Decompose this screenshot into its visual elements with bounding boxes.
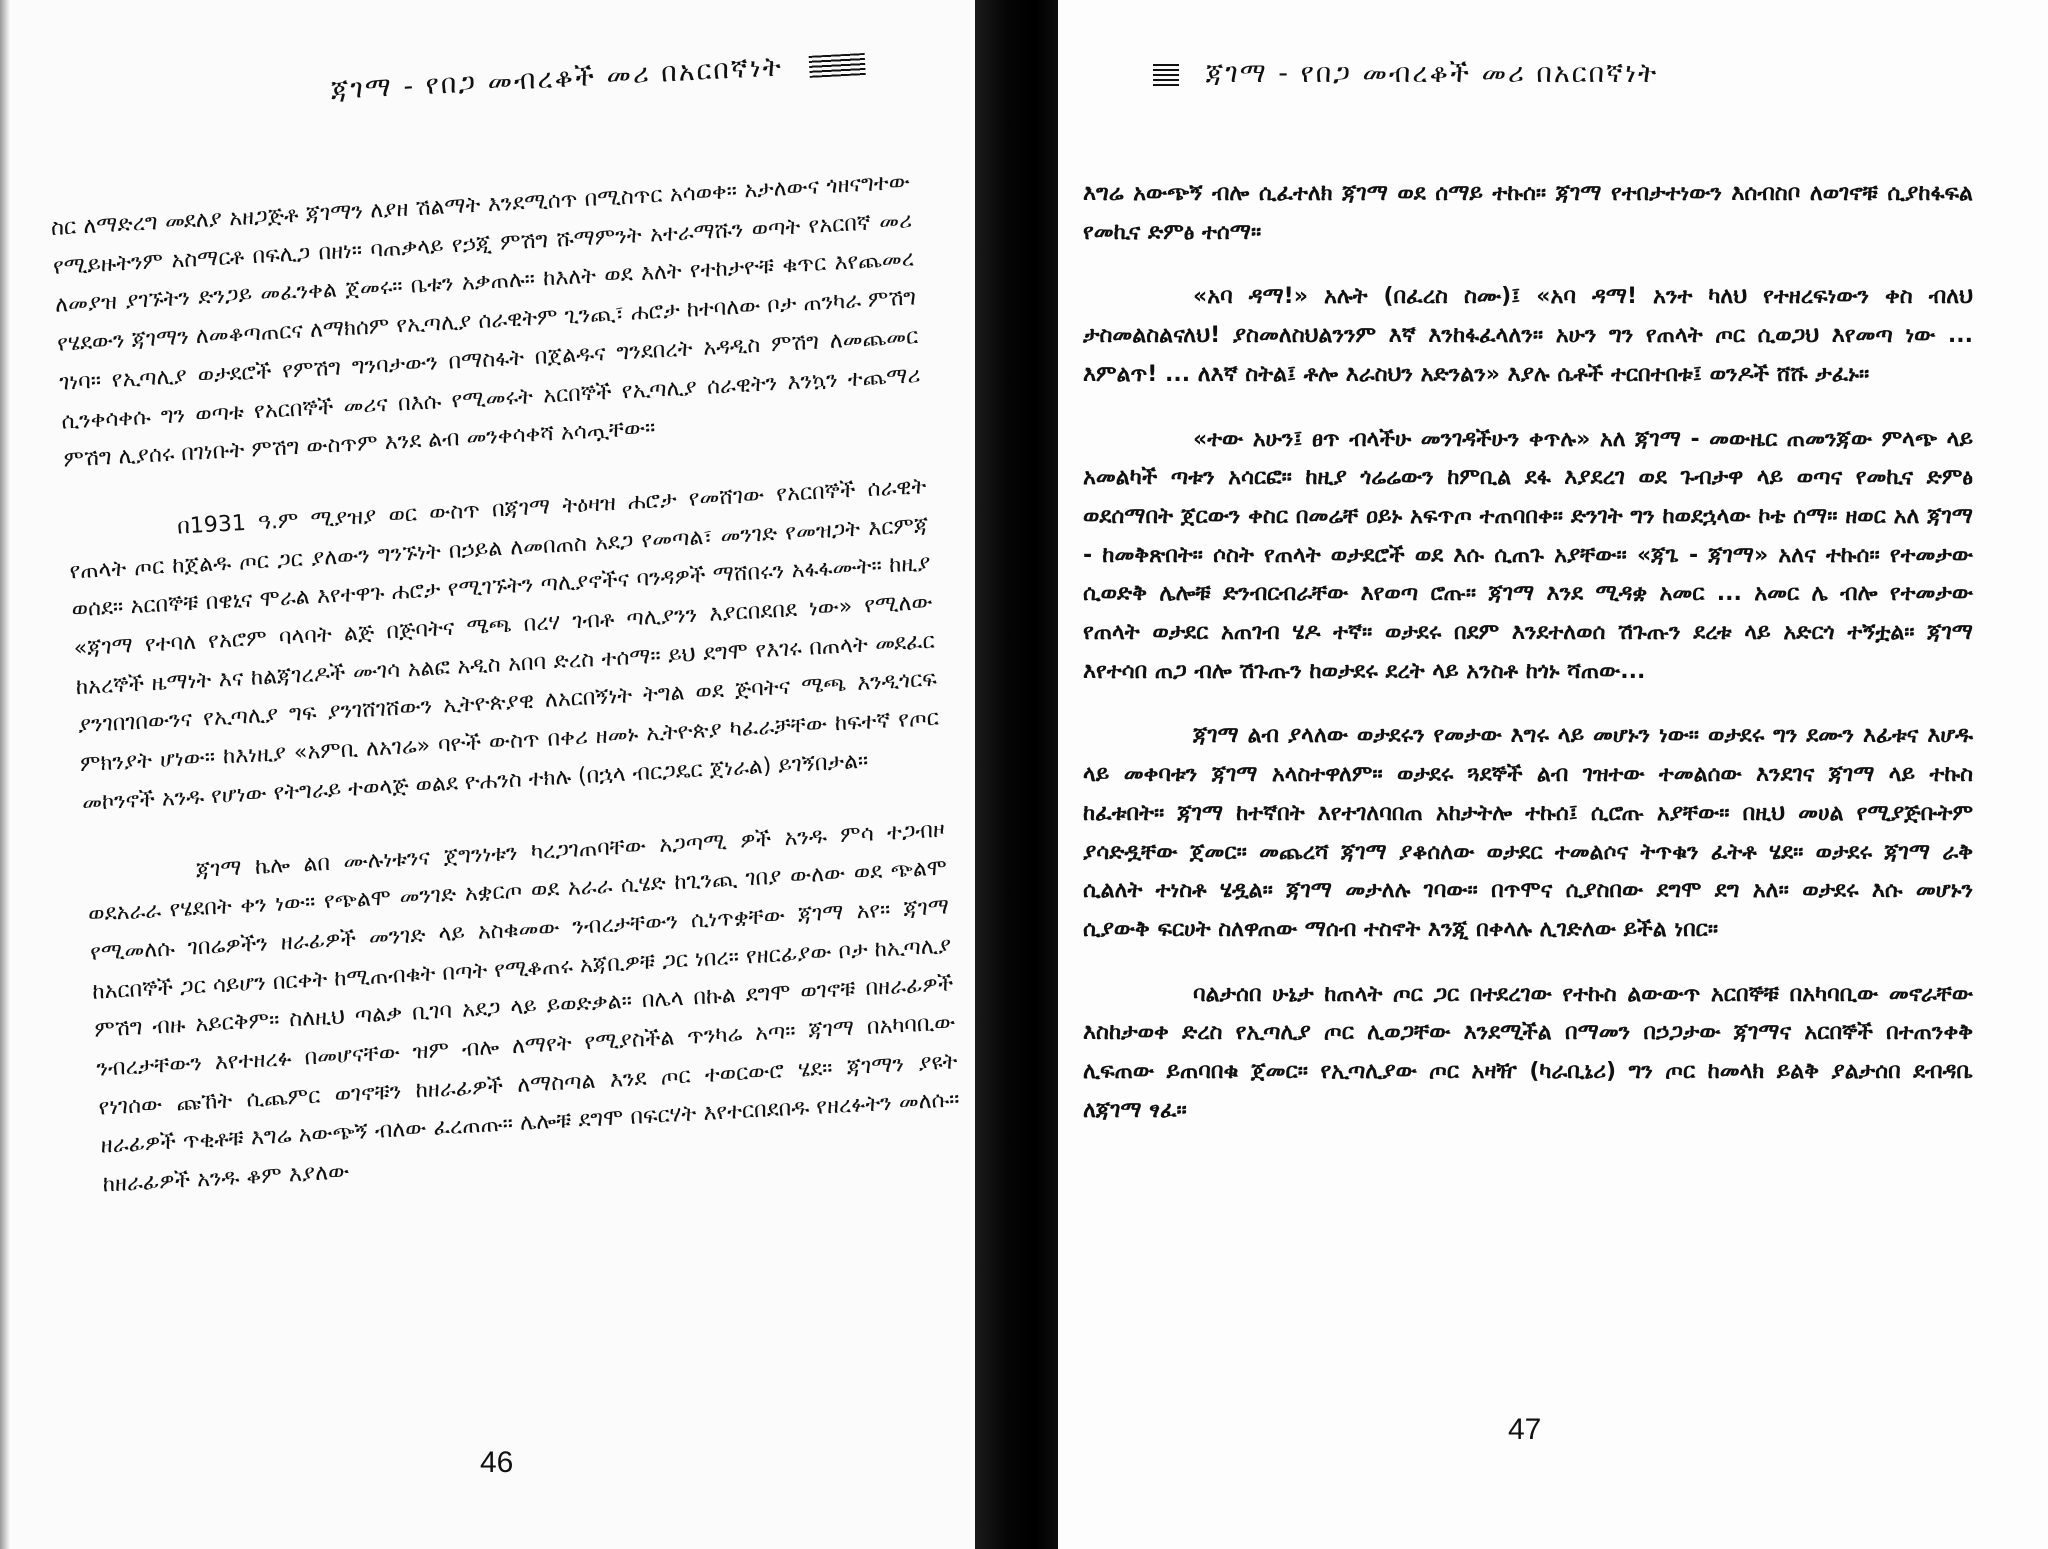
right-body-text — [1083, 175, 1973, 1156]
left-body-text — [50, 163, 964, 1239]
header-rule-lines — [809, 52, 866, 77]
right-page — [1058, 0, 2048, 1549]
paragraph: «አባ ዳማ!» አሉት (በፈረስ ስሙ)፤ «አባ ዳማ! አንተ ካለህ የተዘረፍነውን ቀስ ብለህ ታስመልስልናለህ! ያስመለስህልንንም እኛ እንከፋፈላለን። አሁን ግን የጠላት ጦር ሲወጋህ እየመጣ ነው ... እምልጥ! ... ለእኛ ስትል፤ ቶሎ እራስህን አድንልን» እያሉ ሴቶች ተርበተበቱ፤ ወንዶች ሸሹ ታፈኑ። — [1083, 284, 1973, 387]
left-page — [0, 0, 990, 1549]
paragraph: ጃገማ ኬሎ ልበ ሙሉነቱንና ጀግንነቱን ካረጋገጠባቸው አጋጣሚ ዎች አንዱ ምሳ ተጋብዞ ወደአራራ የሄደበት ቀን ነው። የጭልሞ መንገድ አቋርጦ ወደ አራራ ሲሄድ ከጊንጪ ገበያ ውለው ወደ ጭልሞ የሚመለሱ ገበሬዎችን ዘራፊዎች መንገድ ላይ አስቁመው ንብረታቸውን ሲነጥቋቸው ጃገማ አየ። ጃገማ ከአርበኞች ጋር ሳይሆን በርቀት ከሚጠብቁት በጣት የሚቆጠሩ አጃቢዎቹ ጋር ነበረ። የዘርፊያው ቦታ ከኢጣሊያ ምሽግ ብዙ አይርቅም። ስለዚህ ጣልቃ ቢገባ አደጋ ላይ ይወድቃል። በሌላ በኩል ደግሞ ወገኖቹ በዘራፊዎች ንብረታቸውን እየተዘረፉ በመሆናቸው ዝም ብሎ ለማየት የሚያስችል ጥንካሬ አጣ። ጃገማ በአካባቢው የነገሰው ጩኸት ሲጨምር ወገኖቹን ከዘራፊዎች ለማስጣል እንደ ጦር ተወርውሮ ሄደ። ጃገማን ያዩት ዘራፊዎች ጥቂቶቹ እግሬ አውጭኝ ብለው ፈረጠጡ። ሌሎቹ ደግሞ በፍርሃት እየተርበደበዱ የዘረፉትን መለሱ። ከዘራፊዎች አንዱ ቆም እያለው — [87, 817, 961, 1198]
paragraph: ባልታሰበ ሁኔታ ከጠላት ጦር ጋር በተደረገው የተኩስ ልውውጥ አርበኞቹ በአካባቢው መኖራቸው እስከታወቀ ድረስ የኢጣሊያ ጦር ሊወጋቸው እንደሚችል በማመን በኃጋታው ጃገማና አርበኞች በተጠንቀቅ ሊፍጠው ይጠባበቁ ጀመር። የኢጣሊያው ጦር አዛዥ (ካራቢኔሪ) ግን ጦር ከመላክ ይልቅ ያልታሰበ ደብዳቤ ለጃገማ ፃፈ። — [1083, 981, 1973, 1123]
header-text: ጃገማ - የበጋ መብረቆች መሪ በአርበኛነት — [1205, 58, 1659, 89]
page-number-left: 46 — [480, 1446, 514, 1479]
header-rule-lines — [1153, 64, 1179, 86]
page-number-right: 47 — [1508, 1413, 1542, 1446]
page-edge-shadow — [0, 0, 10, 1549]
running-header-right — [1153, 58, 1658, 90]
paragraph: «ተው አሁን፤ ፀጥ ብላችሁ መንገዳችሁን ቀጥሉ» አለ ጃገማ - መውዜር ጠመንጃው ምላጭ ላይ አመልካች ጣቱን አሳርፎ። ከዚያ ጎሬሬውን ከምቢል ደፋ እያደረገ ወደ ጉብታዋ ላይ ወጣና የመኪና ድምፅ ወደሰማበት ጀርውን ቀስር በመሬቸ ዐይኑ አፍጥጦ ተጠባበቀ። ድንገት ግን ከወደኋላው ኮቴ ሰማ። ዘወር አለ ጃገማ - ከመቅጽበት። ሶስት የጠላት ወታደሮች ወደ እሱ ሲጠጉ አያቸው። «ጃጌ - ጃገማ» አለና ተኩሰ። የተመታው ሲወድቅ ሌሎቹ ድንብርብራቸው እየወጣ ሮጡ። ጃገማ እንደ ሚዳቋ አመር ... አመር ሌ ብሎ የተመታው የጠላት ወታደር አጠገብ ሄዶ ተኛ። ወታደሩ በደም እንደተለወሰ ሽጉጡን ደረቱ ላይ አድርጎ ተኝቷል። ጃገማ እየተሳበ ጠጋ ብሎ ሽጉጡን ከወታደሩ ደረት ላይ አንስቶ ከጎኑ ሻጠው... — [1083, 426, 1973, 684]
running-header-left — [330, 47, 866, 107]
header-text: ጃገማ - የበጋ መብረቆች መሪ በአርበኛነት — [330, 51, 784, 106]
paragraph: ጃገማ ልብ ያላለው ወታደሩን የመታው እግሩ ላይ መሆኑን ነው። ወታደሩ ግን ደሙን እፊቱና እሆዱ ላይ መቀባቱን ጃገማ አላስተዋለም። ወታደሩ ጓደኞች ልብ ገዝተው ተመልሰው እንደገና ጃገማ ላይ ተኩስ ከፈቱበት። ጃገማ ከተኛበት እየተገለባበጠ አከታትሎ ተኩሰ፤ ሲሮጡ አያቸው። በዚህ መሀል የሚያጅቡትም ያሳድዷቸው ጀመር። መጨረሻ ጃገማ ያቆሰለው ወታደር ተመልሶና ትጥቁን ፈትቶ ሄደ። ወታደሩ ጃገማ ራቅ ሲልለት ተነስቶ ሄዷል። ጃገማ መታለሉ ገባው። በጥሞና ሲያስበው ደግሞ ደግ አለ። ወታደሩ እሱ መሆኑን ሲያውቅ ፍርሀት ስለዋጠው ማሰብ ተስኖት እንጂ በቀላሉ ሊገድለው ይችል ነበር። — [1083, 723, 1973, 942]
paragraph: እግሬ አውጭኝ ብሎ ሲፈተለክ ጃገማ ወደ ሰማይ ተኩሰ። ጃገማ የተበታተነውን እሰብስቦ ለወገኖቹ ሲያከፋፍል የመኪና ድምፅ ተሰማ። — [1083, 181, 1973, 245]
paragraph: በ1931 ዓ.ም ሚያዝያ ወር ውስጥ በጃገማ ትዕዛዝ ሐሮታ የመሸገው የአርበኞች ሰራዊት የጠላት ጦር ከጀልዱ ጦር ጋር ያለውን ግንኙነት በኃይል ለመበጠስ አደጋ የመጣል፣ መንገድ የመዝጋት እርምጃ ወሰደ። አርበኞቹ በዌኒና ሞራል እየተዋጉ ሐሮታ የሚገኙትን ጣሊያኖችና ባንዳዎች ማሸበሩን አፋፋሙት። ከዚያ «ጃገማ የተባለ የአሮም ባላባት ልጅ በጅባትና ሜጫ በረሃ ገብቶ ጣሊያንን እያርበደበደ ነው» የሚለው ከአረኞች ዜማነት እና ከልጃገረዶች ሙገሳ አልፎ አዲስ አበባ ድረስ ተሰማ። ይህ ደግሞ የእገሩ በጠላት መደፈር ያንገበገበውንና የኢጣሊያ ግፍ ያንገሸገሸውን ኢትዮጵያዊ ለአርበኝነት ትግል ወደ ጅባትና ሜጫ እንዲጎርፍ ምክንያት ሆነው። ከእነዚያ «አምቢ ለአገሬ» ባዮች ውስጥ በቀሪ ዘመኑ ኢትዮጵያ ካፈራቻቸው ከፍተኛ የጦር መኮንኖች አንዱ የሆነው የትግራይ ተወላጅ ወልደ ዮሐንስ ተክሉ (በኋላ ብርጋዴር ጀነራል) ይገኝበታል። — [68, 473, 940, 816]
paragraph: ስር ለማድረግ መደለያ አዘጋጅቶ ጃገማን ለያዘ ሽልማት እንደሚሰጥ በሚስጥር አሳወቀ። አታለውና ጎዘናግተው የሚይዙትንም አስማርቶ በፍሊጋ በዘነ። ባጠቃላይ የኃጂ ምሽግ ሹማምንት አተራማሹን ወጣት የአርበኛ መሪ ለመያዝ ያገኙትን ድንጋይ መፈንቀል ጀመሩ። ቤቱን አቃጠሉ። ከእለት ወደ እለት የተከታዮቹ ቁጥር እየጨመረ የሄደውን ጃገማን ለመቆጣጠርና ለማክሰም የኢጣሊያ ሰራዊትም ጊንጪ፣ ሐሮታ ከተባለው ቦታ ጠንካራ ምሽግ ገነባ። የኢጣሊያ ወታደሮች የምሽግ ግንባታውን በማስፋት በጀልዱና ግንደበረት አዳዲስ ምሽግ ለመጨመር ሲንቀሳቀሱ ግን ወጣቱ የአርበኞች መሪና በእሱ የሚመሩት አርበኞች የኢጣሊያ ሰራዊትን እንኳን ተጨማሪ ምሽግ ሊያሰሩ በገነቡት ምሽግ ውስጥም እንደ ልብ መንቀሳቀሻ አሳጧቸው። — [50, 169, 921, 473]
